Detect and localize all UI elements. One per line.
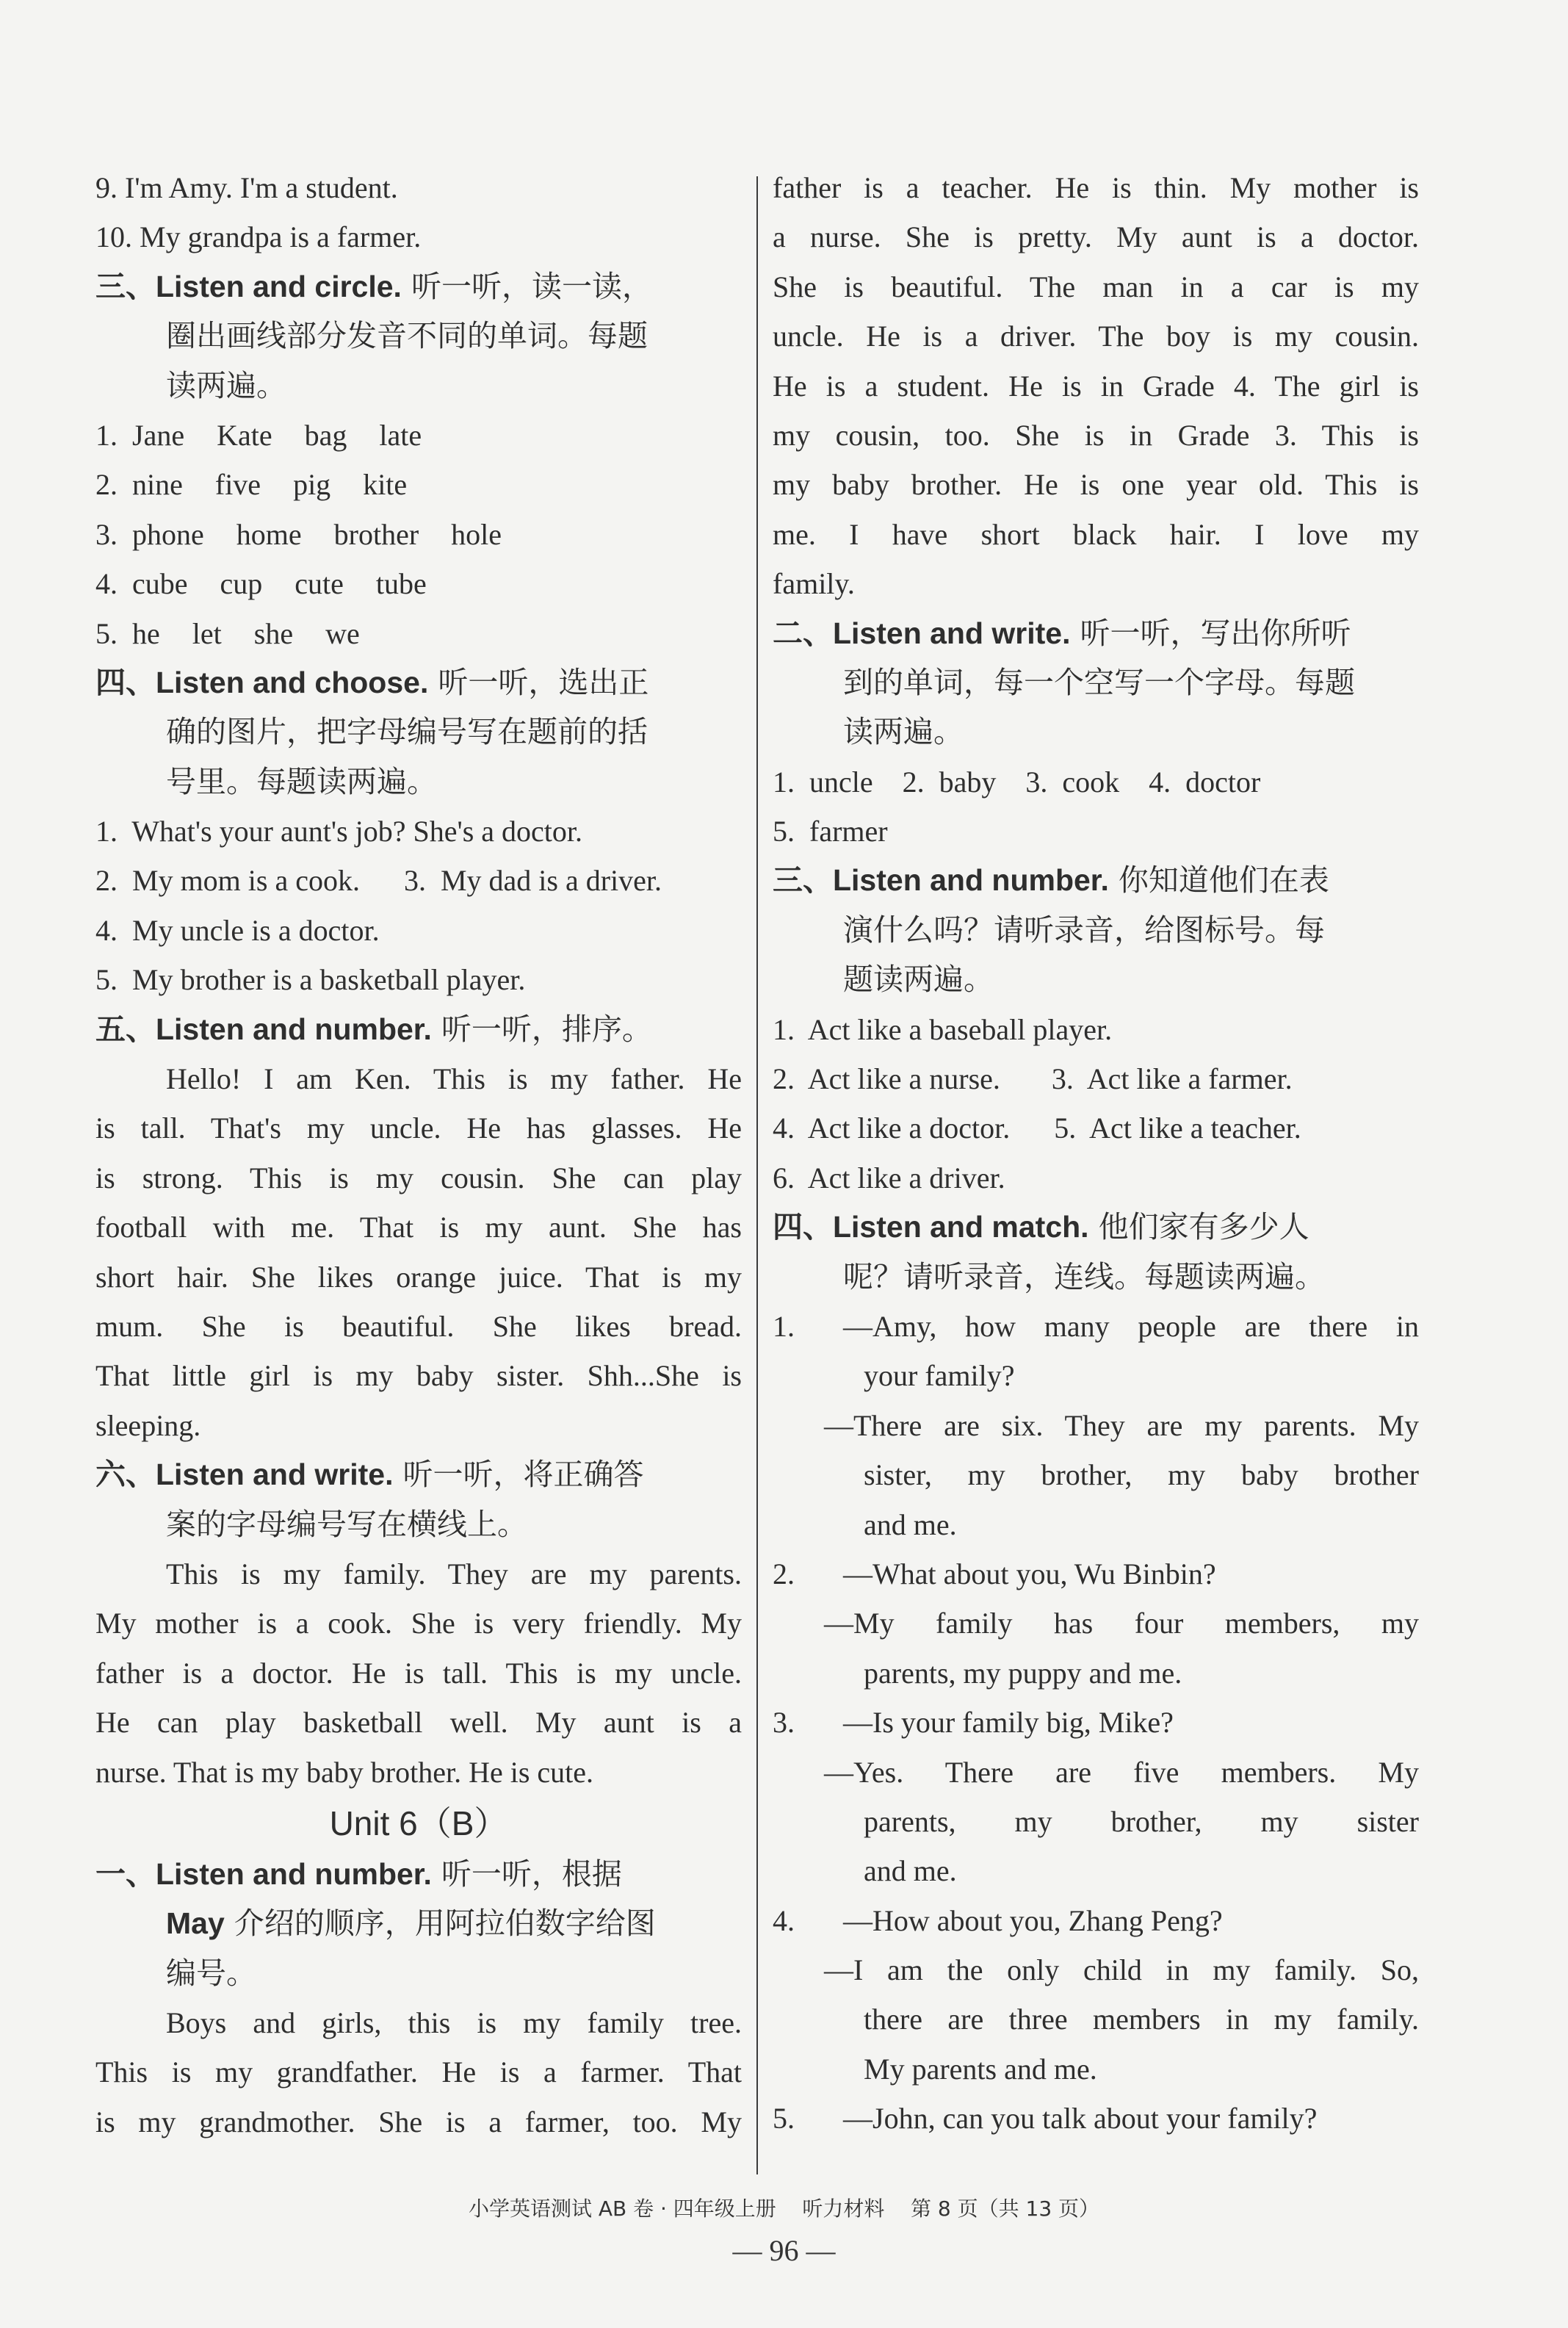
dialogue-line: and me.: [864, 1854, 957, 1888]
section-4-instruction: 确的图片，把字母编号写在题前的括: [166, 714, 648, 750]
answer-row: 5. farmer: [773, 815, 888, 848]
page-footer: 小学英语测试 AB 卷 · 四年级上册 听力材料 第 8 页（共 13 页）: [468, 2197, 1100, 2221]
section-5-heading: 五、Listen and number. 听一听，排序。: [95, 1011, 652, 1047]
section-3-instruction: 题读两遍。: [843, 962, 994, 998]
passage-line: football with me. That is my aunt. She has: [95, 1211, 742, 1244]
word-row: 5. he let she we: [95, 616, 360, 650]
passage-line: is my grandmother. She is a farmer, too. My: [95, 2105, 742, 2138]
listen-item: 1. Act like a baseball player.: [773, 1012, 1113, 1046]
word-row: 4. cube cup cute tube: [95, 567, 427, 601]
passage-line: Boys and girls, this is my family tree.: [166, 2006, 742, 2040]
page-number: — 96 —: [732, 2234, 836, 2267]
dialogue-line: —There are six. They are my parents. My: [824, 1408, 1419, 1442]
passage-line: family.: [773, 567, 855, 601]
section-b1-instruction: 编号。: [166, 1955, 256, 1991]
dialogue-item: 2. —What about you, Wu Binbin?: [773, 1557, 1216, 1590]
item-9: 9. I'm Amy. I'm a student.: [95, 171, 398, 204]
dialogue-line: parents, my puppy and me.: [864, 1656, 1182, 1690]
dialogue-line: your family?: [864, 1359, 1015, 1393]
passage-line: My mother is a cook. She is very friendly. My: [95, 1607, 742, 1640]
section-4-heading: 四、Listen and match. 他们家有多少人: [773, 1209, 1309, 1245]
listen-item: 1. What's your aunt's job? She's a doctor.: [95, 815, 583, 848]
passage-line: That little girl is my baby sister. Shh...She is: [95, 1359, 742, 1393]
right-column: [773, 163, 1419, 2144]
passage-line: my cousin, too. She is in Grade 3. This is: [773, 418, 1419, 452]
section-3-instruction: 读两遍。: [166, 367, 286, 403]
listen-item: 2. Act like a nurse. 3. Act like a farmer.: [773, 1062, 1293, 1096]
dialogue-line: —My family has four members, my: [824, 1607, 1419, 1640]
word-row: 2. nine five pig kite: [95, 468, 408, 502]
dialogue-item: 4. —How about you, Zhang Peng?: [773, 1903, 1223, 1937]
item-10: 10. My grandpa is a farmer.: [95, 220, 422, 254]
passage-line: short hair. She likes orange juice. That is my: [95, 1260, 742, 1294]
listen-item: 6. Act like a driver.: [773, 1161, 1005, 1194]
dialogue-line: —Yes. There are five members. My: [824, 1755, 1419, 1789]
section-4-heading: 四、Listen and choose. 听一听，选出正: [95, 664, 649, 700]
dialogue-item: 5. —John, can you talk about your family?: [773, 2102, 1318, 2136]
word-row: 3. phone home brother hole: [95, 517, 502, 551]
section-2-heading: 二、Listen and write. 听一听，写出你所听: [773, 615, 1351, 651]
passage-line: She is beautiful. The man in a car is my: [773, 270, 1419, 303]
dialogue-line: sister, my brother, my baby brother: [864, 1458, 1419, 1492]
passage-line: Hello! I am Ken. This is my father. He: [166, 1062, 742, 1096]
passage-line: uncle. He is a driver. The boy is my cousin.: [773, 320, 1419, 353]
section-2-instruction: 到的单词，每一个空写一个字母。每题: [843, 664, 1355, 700]
passage-line: my baby brother. He is one year old. This is: [773, 468, 1419, 502]
answer-row: 1. uncle 2. baby 3. cook 4. doctor: [773, 765, 1261, 799]
section-b1-heading: 一、Listen and number. 听一听，根据: [95, 1856, 622, 1892]
column-divider: [756, 176, 758, 2174]
section-4-instruction: 呢？请听录音，连线。每题读两遍。: [843, 1258, 1325, 1294]
passage-line: is tall. That's my uncle. He has glasses. He: [95, 1111, 742, 1145]
section-6-instruction: 案的字母编号写在横线上。: [166, 1506, 527, 1542]
passage-line: a nurse. She is pretty. My aunt is a doctor.: [773, 220, 1419, 254]
passage-line: father is a teacher. He is thin. My mother is: [773, 171, 1419, 204]
section-3-instruction: 圈出画线部分发音不同的单词。每题: [166, 318, 648, 354]
dialogue-line: there are three members in my family.: [864, 2003, 1419, 2036]
passage-line: This is my family. They are my parents.: [166, 1557, 742, 1590]
section-6-heading: 六、Listen and write. 听一听，将正确答: [95, 1457, 644, 1493]
passage-line: is strong. This is my cousin. She can play: [95, 1161, 742, 1194]
section-4-instruction: 号里。每题读两遍。: [166, 763, 437, 799]
section-2-instruction: 读两遍。: [843, 714, 964, 750]
dialogue-line: My parents and me.: [864, 2052, 1097, 2086]
passage-line: mum. She is beautiful. She likes bread.: [95, 1309, 742, 1343]
listen-item: 4. My uncle is a doctor.: [95, 913, 380, 947]
section-3-heading: 三、Listen and circle. 听一听，读一读，: [95, 268, 652, 304]
dialogue-line: and me.: [864, 1507, 957, 1541]
passage-line: father is a doctor. He is tall. This is my uncle.: [95, 1656, 742, 1690]
passage-line: He can play basketball well. My aunt is a: [95, 1706, 742, 1740]
listen-item: 5. My brother is a basketball player.: [95, 963, 526, 997]
listen-item: 2. My mom is a cook. 3. My dad is a driver.: [95, 864, 662, 898]
section-3-instruction: 演什么吗？请听录音，给图标号。每: [843, 912, 1325, 948]
passage-line: This is my grandfather. He is a farmer. That: [95, 2055, 742, 2089]
passage-line: He is a student. He is in Grade 4. The girl is: [773, 369, 1419, 403]
passage-line: sleeping.: [95, 1408, 201, 1442]
dialogue-item: 1. —Amy, how many people are there in: [773, 1309, 1419, 1343]
dialogue-line: parents, my brother, my sister: [864, 1804, 1419, 1838]
section-3-heading: 三、Listen and number. 你知道他们在表: [773, 862, 1329, 898]
unit-title: Unit 6（B）: [329, 1803, 508, 1842]
dialogue-item: 3. —Is your family big, Mike?: [773, 1706, 1174, 1740]
passage-line: me. I have short black hair. I love my: [773, 517, 1419, 551]
section-b1-instruction: May 介绍的顺序，用阿拉伯数字给图: [166, 1906, 656, 1942]
dialogue-line: —I am the only child in my family. So,: [824, 1953, 1419, 1987]
passage-line: nurse. That is my baby brother. He is cute.: [95, 1755, 594, 1789]
listen-item: 4. Act like a doctor. 5. Act like a teacher.: [773, 1111, 1301, 1145]
left-column: [95, 163, 742, 2147]
word-row: 1. Jane Kate bag late: [95, 418, 422, 452]
